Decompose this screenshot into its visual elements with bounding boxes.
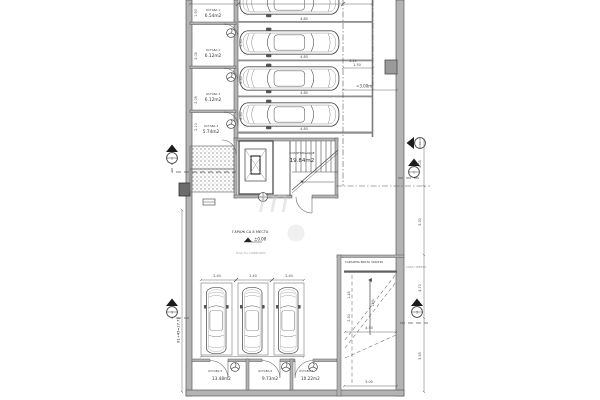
dim-text: 2.30 bbox=[239, 112, 243, 120]
ramp-entry-label: УЛАЗ / ИЗЛАЗ bbox=[406, 265, 426, 269]
hatch-area bbox=[190, 140, 236, 205]
dim-top-right: =3.00m bbox=[356, 83, 373, 89]
section-marker bbox=[411, 299, 423, 318]
room-area: 6.54m2 bbox=[204, 14, 222, 19]
garage-door bbox=[344, 271, 397, 273]
fan-icon bbox=[227, 29, 236, 38]
storage-rooms-top bbox=[190, 0, 238, 140]
fan-icon bbox=[227, 120, 236, 129]
fan-icon bbox=[227, 73, 236, 82]
room-name: ОСТАВА 7 bbox=[299, 369, 314, 373]
section-marker bbox=[166, 145, 178, 164]
car bbox=[204, 288, 229, 354]
garage-title: ГАРАЖ СА 8 МЕСТА bbox=[232, 230, 269, 234]
section-marker bbox=[407, 137, 426, 149]
dim-text: 2.40 bbox=[285, 274, 293, 278]
room-area: 6.12m2 bbox=[204, 98, 222, 103]
dim-text: 1.90 bbox=[194, 9, 198, 17]
fan-icon bbox=[282, 363, 291, 372]
section-mark-digit: 3 bbox=[415, 310, 419, 315]
pilaster bbox=[179, 183, 190, 196]
car bbox=[240, 28, 339, 58]
section-mark-digit: 2 bbox=[418, 141, 422, 146]
room-area: 10.22m2 bbox=[301, 376, 320, 381]
room-name: ОСТАВА 1 bbox=[205, 8, 221, 12]
room-name: ОСТАВА 4 bbox=[203, 124, 219, 128]
room-area: 5.74m2 bbox=[202, 130, 220, 135]
dim-left-total: 81+45=27.73 bbox=[176, 317, 181, 343]
fan-icon bbox=[231, 363, 240, 372]
level-marker-icon bbox=[244, 238, 252, 243]
dim-text: 2.40 bbox=[213, 274, 221, 278]
column bbox=[385, 60, 397, 74]
dim-text: 2.40 bbox=[249, 274, 257, 278]
dim-text: 1.45 bbox=[347, 291, 351, 299]
dim-text: 4.70 bbox=[418, 284, 422, 292]
bottom-rooms bbox=[192, 359, 337, 390]
car bbox=[240, 100, 339, 130]
section-marker bbox=[166, 299, 178, 318]
room-area: 9.73m2 bbox=[262, 376, 279, 381]
door-arc bbox=[296, 197, 312, 213]
dim-text: 4.80 bbox=[300, 127, 308, 131]
room-name: ОСТАВА 2 bbox=[205, 48, 221, 52]
dim-text: 4.05 bbox=[418, 160, 422, 168]
room-area: 6.12m2 bbox=[204, 54, 222, 59]
dim-text: 2.30 bbox=[239, 39, 243, 47]
dim-text: 4.80 bbox=[300, 55, 308, 59]
dim-text: 2.05 bbox=[194, 52, 198, 60]
garage-door-label: ГАРАЖНА ВРАТА 300/230 bbox=[345, 260, 384, 264]
room-area: 13.48m2 bbox=[212, 376, 231, 381]
dim-text: 15% bbox=[371, 299, 375, 307]
dim-text: 5.00 bbox=[365, 380, 373, 384]
car bbox=[276, 288, 301, 354]
garage-note: ПАД КА СЛИВНИКУ bbox=[236, 251, 266, 255]
dim-text: 3.11 bbox=[349, 59, 357, 63]
dim-text: 4.50 bbox=[365, 326, 373, 330]
dim-text: 4.80 bbox=[300, 91, 308, 95]
dim-text: 2.30 bbox=[239, 76, 243, 84]
svg-text:m: m bbox=[258, 182, 290, 220]
ramp bbox=[337, 255, 426, 396]
car bbox=[240, 64, 339, 94]
room-name: ОСТАВА 5 bbox=[208, 369, 223, 373]
dim-text: 2.05 bbox=[194, 96, 198, 104]
dim-text: 1.50 bbox=[353, 63, 361, 67]
core-name: КОМУНИКАЦИЈЕ bbox=[289, 151, 315, 155]
section-mark-digit: 1 bbox=[412, 170, 416, 175]
car bbox=[240, 0, 339, 17]
dim-text: 4.80 bbox=[300, 17, 308, 21]
section-mark-digit: 3 bbox=[170, 310, 174, 315]
core-area: 19.84m2 bbox=[289, 158, 315, 164]
dim-text: 2.30 bbox=[347, 314, 351, 322]
dim-text: 5.30 bbox=[418, 218, 422, 226]
section-mark-digit: 1 bbox=[170, 156, 174, 161]
parking-stalls-bottom bbox=[201, 278, 304, 357]
garage-level: ±0.00 bbox=[254, 236, 267, 242]
dim-text: 2.10 bbox=[194, 123, 198, 131]
dim-text: 5.55 bbox=[418, 352, 422, 360]
room-name: ОСТАВА 3 bbox=[205, 92, 221, 96]
car bbox=[240, 288, 265, 354]
garage-area-labels bbox=[232, 230, 269, 255]
room-name: ОСТАВА 6 bbox=[258, 369, 273, 373]
staircase bbox=[290, 141, 338, 196]
